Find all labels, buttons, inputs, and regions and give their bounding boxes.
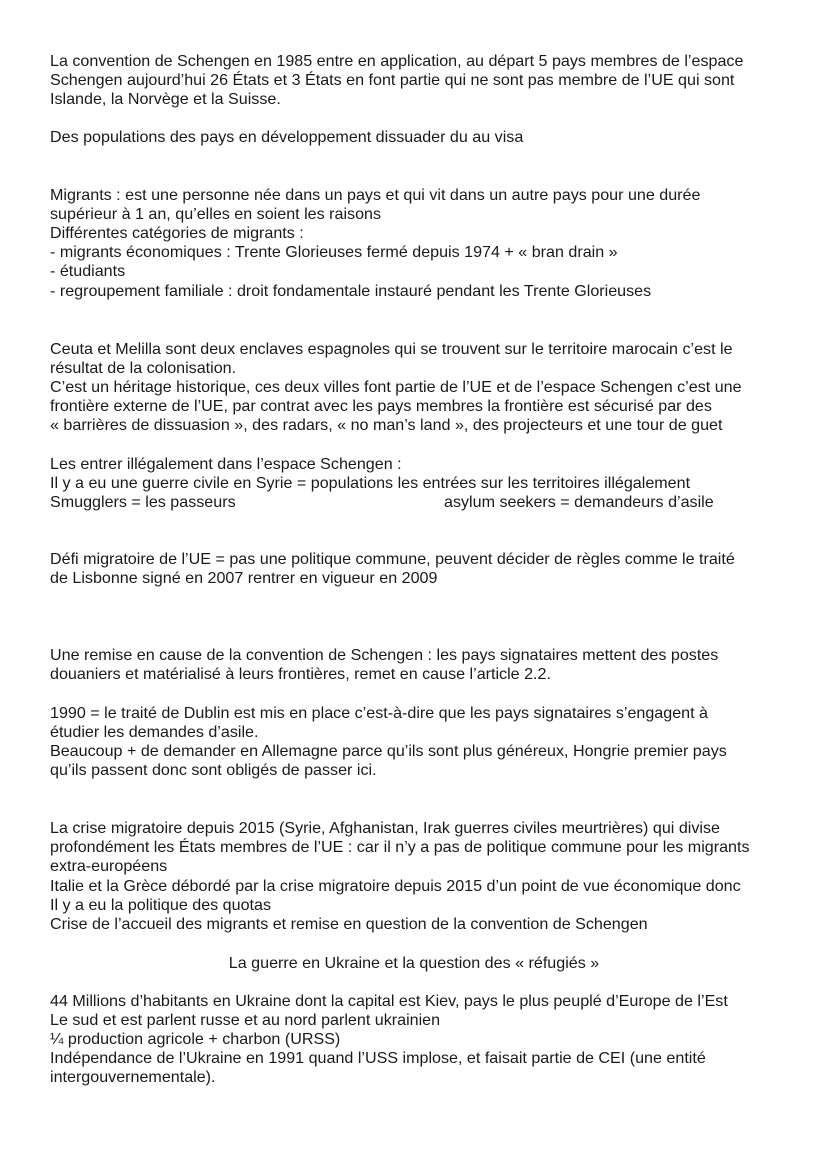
text-line: ¼ production agricole + charbon (URSS) — [50, 1030, 341, 1048]
list-item: - regroupement familiale : droit fondamentale instauré pendant les Trente Glorieuses — [50, 282, 652, 300]
text-line: 44 Millions d’habitants en Ukraine dont la capital est Kiev, pays le plus peuplé d’Europe de l’Est — [50, 992, 728, 1010]
text-line: Smugglers = les passeurs — [50, 493, 236, 511]
text-line: Beaucoup + de demander en Allemagne parce qu’ils sont plus généreux, Hongrie premier pays — [50, 742, 727, 760]
text-line: frontière externe de l’UE, par contrat avec les pays membres la frontière est sécurisé par des — [50, 397, 712, 415]
text-line: étudier les demandes d’asile. — [50, 723, 259, 741]
list-item: - migrants économiques : Trente Glorieuses fermé depuis 1974 + « bran drain » — [50, 243, 618, 261]
text-line: Une remise en cause de la convention de Schengen : les pays signataires mettent des postes — [50, 646, 719, 664]
text-line: « barrières de dissuasion », des radars, « no man’s land », des projecteurs et une tour de guet — [50, 416, 723, 434]
text-line: douaniers et matérialisé à leurs frontières, remet en cause l’article 2.2. — [50, 665, 551, 683]
text-line: intergouvernementale). — [50, 1068, 216, 1086]
text-line: asylum seekers = demandeurs d’asile — [444, 493, 714, 511]
text-line: La crise migratoire depuis 2015 (Syrie, Afghanistan, Irak guerres civiles meurtrières) qui divise — [50, 819, 720, 837]
text-line: résultat de la colonisation. — [50, 359, 237, 377]
text-line: extra-européens — [50, 857, 168, 875]
text-line: Des populations des pays en développement dissuader du au visa — [50, 128, 524, 146]
text-line: supérieur à 1 an, qu’elles en soient les raisons — [50, 205, 382, 223]
text-line: Il y a eu la politique des quotas — [50, 896, 271, 914]
text-line: C’est un héritage historique, ces deux villes font partie de l’UE et de l’espace Schengen c’est une — [50, 378, 742, 396]
text-line: Schengen aujourd’hui 26 États et 3 États en font partie qui ne sont pas membre de l’UE qui sont — [50, 71, 735, 89]
text-line: profondément les États membres de l’UE : car il n’y a pas de politique commune pour les migrants — [50, 838, 750, 856]
text-line: Il y a eu une guerre civile en Syrie = populations les entrées sur les territoires illégalement — [50, 474, 691, 492]
text-line: Islande, la Norvège et la Suisse. — [50, 90, 281, 108]
list-item: - étudiants — [50, 262, 126, 280]
text-line: Crise de l’accueil des migrants et remise en question de la convention de Schengen — [50, 915, 648, 933]
text-line: Défi migratoire de l’UE = pas une politique commune, peuvent décider de règles comme le traité — [50, 550, 735, 568]
text-line: Ceuta et Melilla sont deux enclaves espagnoles qui se trouvent sur le territoire marocain c’est le — [50, 340, 733, 358]
text-line: Les entrer illégalement dans l’espace Schengen : — [50, 455, 402, 473]
text-line: La convention de Schengen en 1985 entre en application, au départ 5 pays membres de l’espace — [50, 52, 744, 70]
text-line: 1990 = le traité de Dublin est mis en place c’est-à-dire que les pays signataires s’engagent à — [50, 704, 708, 722]
section-heading: La guerre en Ukraine et la question des « réfugiés » — [228, 954, 600, 972]
text-line: qu’ils passent donc sont obligés de passer ici. — [50, 761, 377, 779]
text-line: Migrants : est une personne née dans un pays et qui vit dans un autre pays pour une durée — [50, 186, 701, 204]
text-line: Indépendance de l’Ukraine en 1991 quand l’USS implose, et faisait partie de CEI (une entité — [50, 1049, 706, 1067]
text-line: Italie et la Grèce débordé par la crise migratoire depuis 2015 d’un point de vue économique donc — [50, 877, 741, 895]
text-line: Le sud et est parlent russe et au nord parlent ukrainien — [50, 1011, 441, 1029]
text-line: de Lisbonne signé en 2007 rentrer en vigueur en 2009 — [50, 569, 438, 587]
text-line: Différentes catégories de migrants : — [50, 224, 304, 242]
